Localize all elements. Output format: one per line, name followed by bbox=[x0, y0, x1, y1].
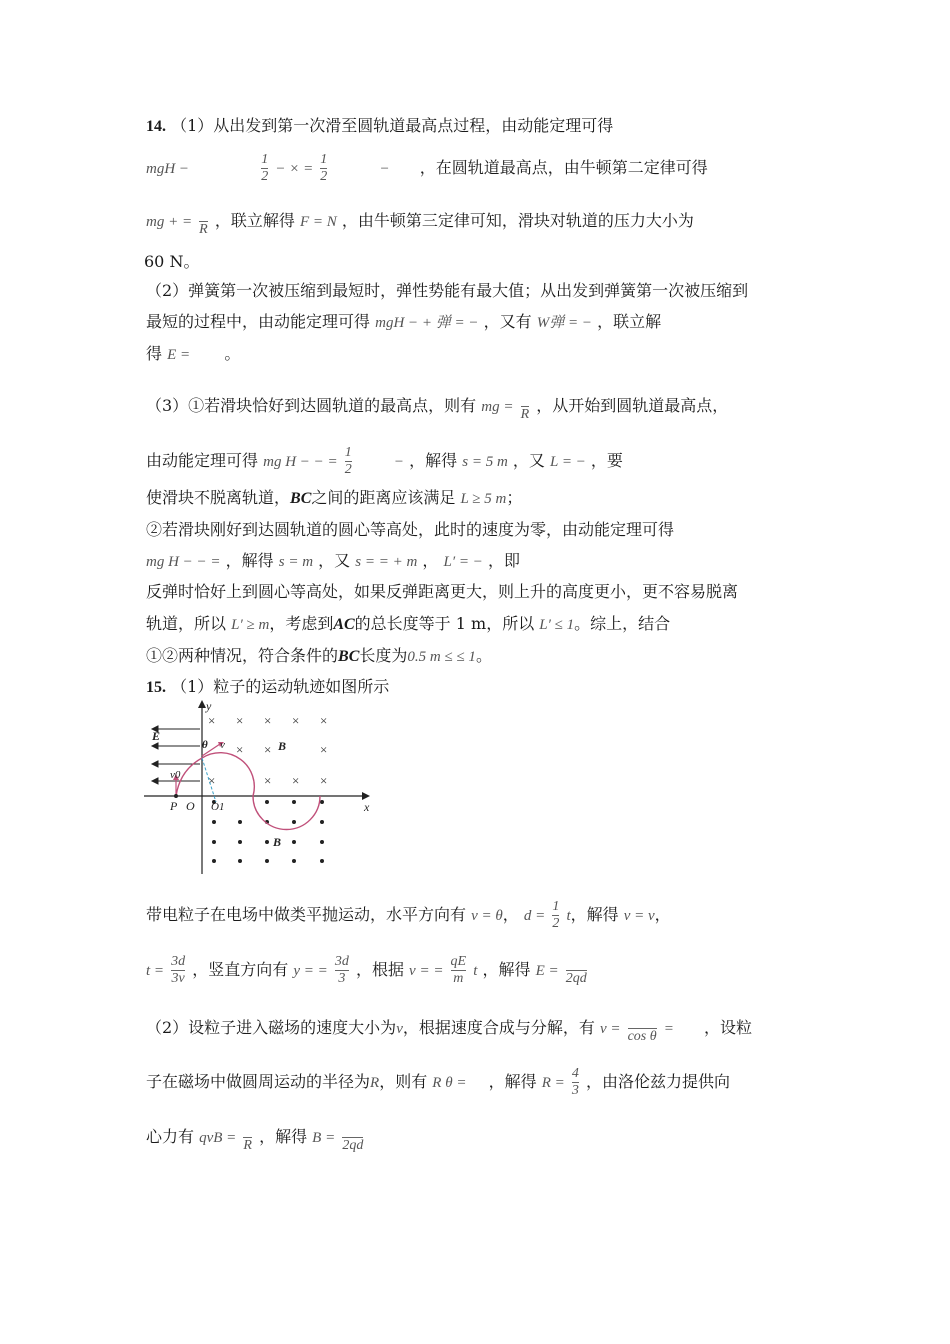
b-field-label-bottom: B bbox=[273, 835, 282, 849]
o1-label: O1 bbox=[211, 801, 225, 813]
q14-line-9 bbox=[146, 445, 623, 478]
eq-energy-3: mg H − − = bbox=[263, 454, 338, 470]
q15-text: ，根据速度合成与分解，有 bbox=[402, 1018, 595, 1037]
q14-text: ，联立解 bbox=[597, 312, 662, 331]
q14-part2-a: （2）弹簧第一次被压缩到最短时，弹性势能有最大值；从出发到弹簧第一次被压缩到 bbox=[146, 281, 749, 300]
eq-v: v = bbox=[599, 1021, 621, 1037]
r-symbol: R bbox=[370, 1075, 380, 1091]
eq-force: F = N bbox=[299, 214, 337, 230]
q14-part4-c: 轨道，所以 bbox=[146, 614, 227, 633]
eq-energy-3c: − bbox=[393, 454, 405, 470]
q14-text: 60 N。 bbox=[144, 252, 200, 271]
eq-l-prime-max: L′ ≤ 1 bbox=[539, 617, 575, 633]
q14-text: ，解得 bbox=[225, 551, 274, 570]
p-label: P bbox=[170, 799, 178, 813]
q14-text: ，又有 bbox=[483, 312, 532, 331]
eq-fraction: $\frac{3d}{3}$ bbox=[334, 954, 349, 986]
q14-text: 长度为 bbox=[359, 646, 408, 665]
b-field-label-top: B bbox=[278, 739, 287, 753]
svg-text:×: × bbox=[264, 773, 272, 788]
q14-line-15 bbox=[146, 645, 492, 668]
q14-part4-b: 反弹时恰好上到圆心等高处，如果反弹距离更大，则上升的高度更小，更不容易脱离 bbox=[146, 582, 739, 601]
theta-label: θ bbox=[202, 739, 208, 751]
svg-text:×: × bbox=[208, 773, 216, 788]
eq-fraction: $\frac{1}{2}$ bbox=[552, 899, 560, 931]
eq-vx: v = θ bbox=[471, 908, 503, 924]
q14-line-13 bbox=[146, 581, 738, 603]
x-axis-label: x bbox=[364, 800, 370, 814]
q14-line-6 bbox=[146, 311, 661, 334]
eq-s2: s = m bbox=[278, 554, 314, 570]
eq-fraction: R bbox=[199, 222, 208, 237]
eq-fraction: 2qd bbox=[565, 971, 587, 986]
svg-text:×: × bbox=[208, 713, 216, 728]
y-axis-arrow bbox=[198, 700, 206, 708]
eq-v-eq: = bbox=[663, 1021, 674, 1037]
svg-text:×: × bbox=[236, 742, 244, 757]
q14-text: ，在圆轨道最高点，由牛顿第二定律可得 bbox=[419, 158, 708, 177]
q14-text: ； bbox=[506, 488, 523, 507]
eq-fraction: $\frac{1}{2}$ bbox=[261, 152, 269, 184]
trajectory-diagram bbox=[140, 698, 372, 878]
svg-text:×: × bbox=[236, 713, 244, 728]
q14-line-11 bbox=[146, 519, 674, 541]
eq-vy: v = = bbox=[409, 963, 444, 979]
bc-label: BC bbox=[338, 648, 360, 665]
svg-text:×: × bbox=[292, 773, 300, 788]
v-symbol: v bbox=[396, 1021, 403, 1037]
q15-line-2 bbox=[146, 899, 671, 932]
eq-r-geom: R θ = bbox=[432, 1075, 467, 1091]
eq-top: mg = bbox=[481, 399, 514, 415]
q15-part2-a: （2）设粒子进入磁场的速度大小为 bbox=[146, 1018, 397, 1037]
q14-text: ，考虑到 bbox=[269, 614, 334, 633]
q15-part2-b: 子在磁场中做圆周运动的半径为 bbox=[146, 1072, 371, 1091]
q14-text: ，又 bbox=[512, 451, 545, 470]
eq-fraction: $\frac{1}{2}$ bbox=[344, 445, 352, 477]
q15-text: ，由洛伦兹力提供向 bbox=[585, 1072, 730, 1091]
eq-newton: mg + = bbox=[146, 214, 193, 230]
eq-fraction: $\frac{3d}{3v}$ bbox=[171, 954, 186, 986]
q15-line-3 bbox=[146, 954, 589, 987]
q14-part3-b: 由动能定理可得 bbox=[146, 451, 259, 470]
q14-text: 之间的距离应该满足 bbox=[311, 488, 456, 507]
eq-vx-result: v = v bbox=[623, 908, 655, 924]
y-axis-label: y bbox=[206, 699, 212, 713]
q15-line-4 bbox=[146, 1012, 752, 1045]
eq-energy-1e: − bbox=[379, 161, 390, 177]
q15-text: ，解得 bbox=[570, 905, 619, 924]
eq-energy-2: mgH − + 弹 = − bbox=[375, 315, 479, 331]
eq-d: d = bbox=[523, 908, 546, 924]
q15-text: ， bbox=[654, 905, 671, 924]
eq-fraction: cos θ bbox=[627, 1029, 657, 1044]
q14-line-7 bbox=[146, 343, 240, 366]
q14-line-2 bbox=[146, 152, 708, 185]
eq-l: L = − bbox=[550, 454, 586, 470]
q15-part1-text: 带电粒子在电场中做类平抛运动，水平方向有 bbox=[146, 905, 467, 924]
magnetic-field-crosses bbox=[208, 713, 327, 788]
point-p bbox=[174, 794, 178, 798]
q15-text: ，根据 bbox=[355, 960, 404, 979]
q15-number: 15. bbox=[146, 679, 166, 696]
eq-l-prime-min: L′ ≥ m bbox=[231, 617, 270, 633]
eq-s3: s = = + m bbox=[355, 554, 418, 570]
eq-lorentz: qvB = bbox=[199, 1130, 237, 1146]
q14-line-8 bbox=[146, 390, 728, 423]
q14-line-14 bbox=[146, 613, 670, 636]
o-label: O bbox=[186, 799, 195, 813]
q14-text: ，从开始到圆轨道最高点， bbox=[536, 396, 729, 415]
eq-b: B = bbox=[312, 1130, 336, 1146]
q14-part4-a: ②若滑块刚好到达圆轨道的圆心等高处，此时的速度为零，由动能定理可得 bbox=[146, 520, 675, 539]
q14-text: ，要 bbox=[590, 451, 623, 470]
q15-part1-intro: （1）粒子的运动轨迹如图所示 bbox=[171, 677, 390, 696]
e-field-label: E bbox=[152, 729, 161, 743]
svg-text:×: × bbox=[320, 742, 328, 757]
q14-part2-b: 最短的过程中，由动能定理可得 bbox=[146, 312, 371, 331]
q14-text: ，又 bbox=[318, 551, 351, 570]
q14-text: 。 bbox=[224, 344, 241, 363]
svg-text:×: × bbox=[320, 773, 328, 788]
eq-fraction: R bbox=[520, 407, 530, 422]
eq-vy-t: t bbox=[473, 963, 478, 979]
q14-text: ，联立解得 bbox=[214, 211, 295, 230]
q15-text: ，设粒 bbox=[704, 1018, 753, 1037]
eq-s: s = 5 m bbox=[462, 454, 508, 470]
eq-t: t = bbox=[146, 963, 165, 979]
x-axis-arrow bbox=[362, 792, 370, 800]
q14-text: 。 bbox=[475, 646, 492, 665]
q15-line-6 bbox=[146, 1121, 365, 1154]
q15-text: ， bbox=[502, 905, 519, 924]
bc-label: BC bbox=[290, 490, 312, 507]
q14-part4-d: ①②两种情况，符合条件的 bbox=[146, 646, 339, 665]
eq-fraction: $\frac{1}{2}$ bbox=[320, 152, 328, 184]
q14-text: 得 bbox=[146, 344, 163, 363]
q15-part2-c: 心力有 bbox=[146, 1127, 195, 1146]
svg-text:×: × bbox=[264, 742, 272, 757]
eq-y: y = = bbox=[293, 963, 328, 979]
q14-line-4 bbox=[144, 251, 199, 273]
eq-l-prime: L′ = − bbox=[443, 554, 483, 570]
eq-l-min: L ≥ 5 m bbox=[460, 491, 507, 507]
q15-text: ，竖直方向有 bbox=[192, 960, 289, 979]
eq-energy-4: mg H − − = bbox=[146, 554, 221, 570]
q15-text: ，解得 bbox=[482, 960, 531, 979]
q15-line-1 bbox=[146, 676, 389, 699]
ac-label: AC bbox=[333, 616, 355, 633]
v0-label: v0 bbox=[170, 769, 181, 781]
svg-text:×: × bbox=[264, 713, 272, 728]
eq-fraction: 2qd bbox=[342, 1138, 364, 1153]
q14-text: ，由牛顿第三定律可知，滑块对轨道的压力大小为 bbox=[341, 211, 694, 230]
eq-e: E = bbox=[535, 963, 559, 979]
eq-energy-1c: − × = bbox=[275, 161, 314, 177]
eq-fraction: R bbox=[243, 1138, 252, 1153]
svg-text:×: × bbox=[320, 713, 328, 728]
eq-ep: E = bbox=[167, 347, 191, 363]
v-label: v bbox=[220, 739, 225, 751]
q15-line-5 bbox=[146, 1066, 730, 1099]
q15-text: ，则有 bbox=[379, 1072, 428, 1091]
eq-range: 0.5 m ≤ ≤ 1 bbox=[407, 649, 476, 665]
q14-part1-intro: （1）从出发到第一次滑至圆轨道最高点过程，由动能定理可得 bbox=[171, 116, 614, 135]
eq-fraction: $\frac{qE}{m}$ bbox=[450, 954, 467, 986]
q14-line-12 bbox=[146, 550, 520, 573]
q14-text: 。综上，结合 bbox=[574, 614, 671, 633]
q15-text: ，解得 bbox=[259, 1127, 308, 1146]
svg-text:×: × bbox=[292, 713, 300, 728]
q14-line-10 bbox=[146, 487, 522, 510]
q14-line-1 bbox=[146, 115, 613, 138]
eq-fraction: $\frac{4}{3}$ bbox=[571, 1066, 579, 1098]
q14-part3-c: 使滑块不脱离轨道， bbox=[146, 488, 291, 507]
q14-text: ， bbox=[422, 551, 439, 570]
eq-d-t: t bbox=[566, 908, 571, 924]
eq-work: W弹 = − bbox=[536, 315, 592, 331]
magnetic-field-dots bbox=[212, 800, 324, 863]
eq-energy-1a: mgH − bbox=[146, 161, 190, 177]
q15-text: ，解得 bbox=[488, 1072, 537, 1091]
q14-text: ，即 bbox=[487, 551, 520, 570]
eq-r: R = bbox=[541, 1075, 565, 1091]
q14-line-5 bbox=[146, 280, 748, 302]
q14-number: 14. bbox=[146, 118, 166, 135]
q14-text: ，解得 bbox=[409, 451, 458, 470]
q14-part3-a: （3）①若滑块恰好到达圆轨道的最高点，则有 bbox=[146, 396, 477, 415]
q14-line-3 bbox=[146, 205, 694, 238]
q14-text: 的总长度等于 1 m，所以 bbox=[354, 614, 535, 633]
